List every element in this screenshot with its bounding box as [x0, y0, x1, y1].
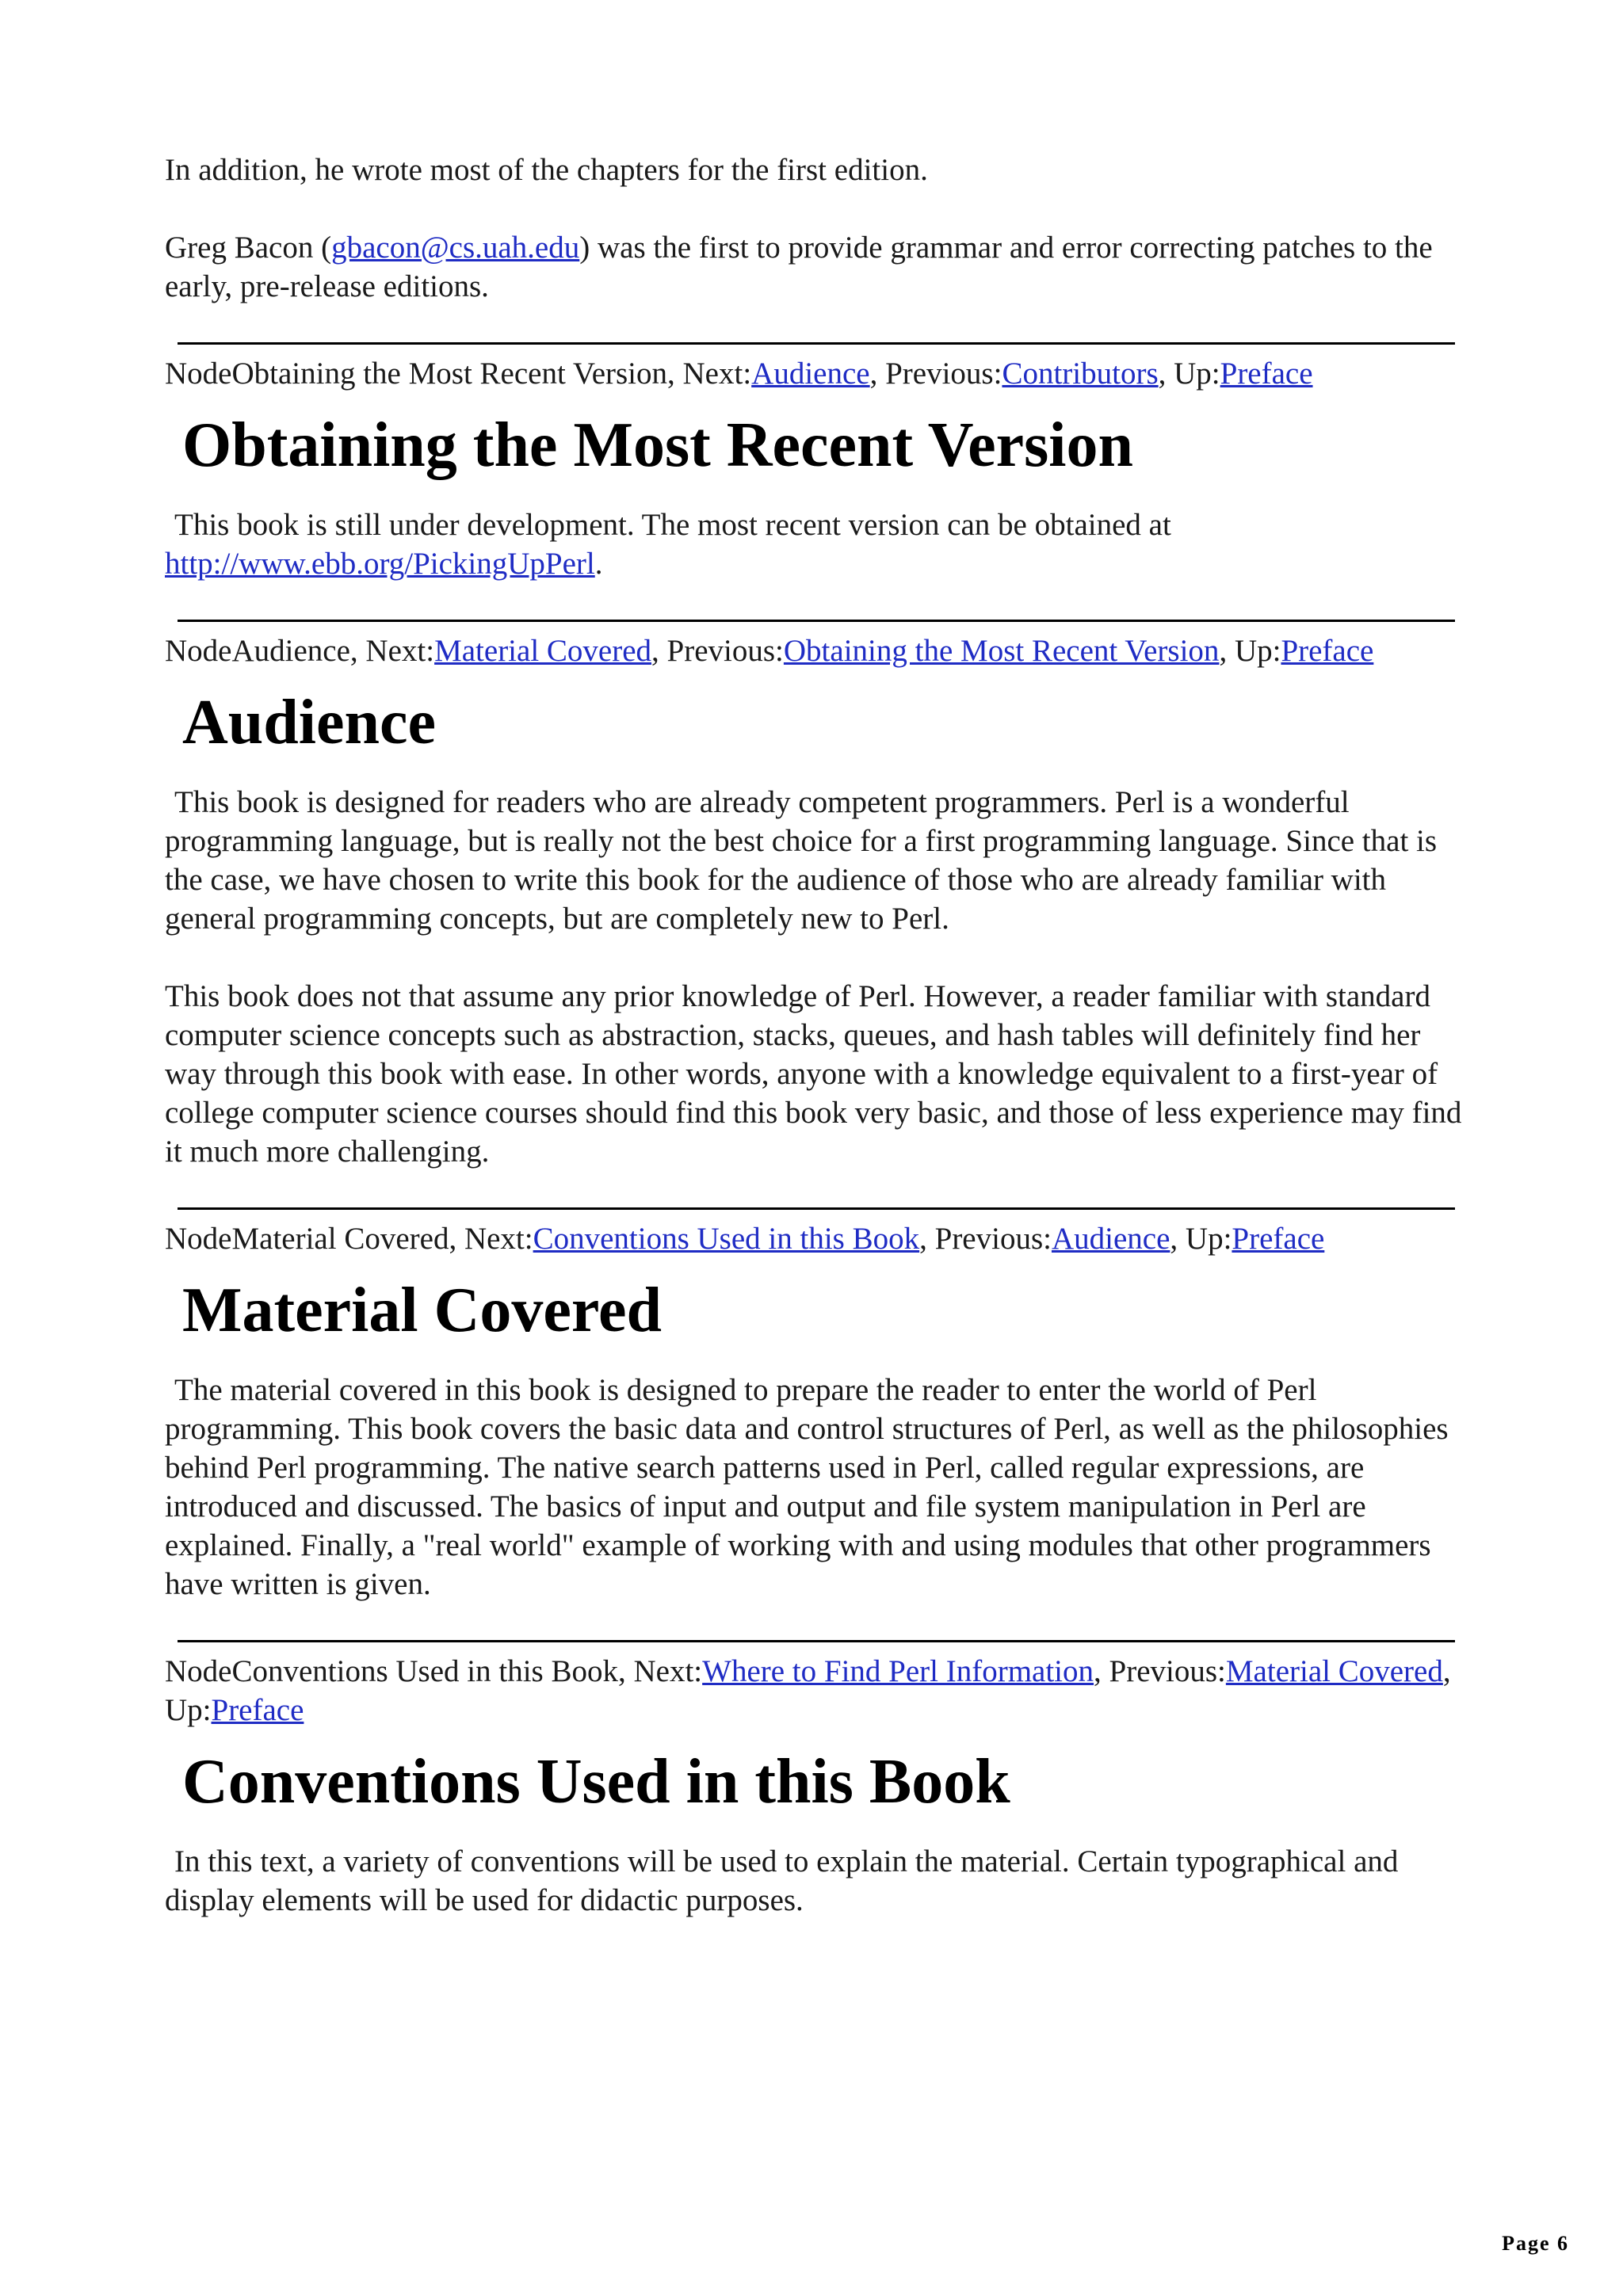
nav-prev-label: , Previous: [919, 1222, 1052, 1256]
section-heading: Audience [182, 688, 436, 757]
document-page [165, 151, 1465, 1920]
section-divider [178, 1207, 1455, 1210]
section-paragraph [165, 1842, 1465, 1920]
link-period: . [594, 547, 603, 581]
bacon-text-pre: Greg Bacon ( [165, 231, 332, 265]
section-divider [178, 620, 1455, 622]
bacon-email-link[interactable]: gbacon@cs.uah.edu [331, 231, 580, 265]
node-navigation [165, 354, 1465, 393]
nav-next-link[interactable]: Conventions Used in this Book [533, 1222, 920, 1256]
intro-line: In addition, he wrote most of the chapters for the first edition. [165, 153, 928, 187]
node-navigation [165, 1652, 1465, 1730]
section-text: The material covered in this book is designed to prepare the reader to enter the world of Perl programming. This book covers the basic data and control structures of Perl, as well as the philosophies behind Perl programming. The native search patterns used in Perl, called regular expressions, are introduced and discussed. The basics of input and output and file system manipulation in Perl are explained. Finally, a "real world" example of working with and using modules that other programmers have written is given. [165, 1373, 1449, 1601]
nav-node-label: NodeConventions Used in this Book, Next: [165, 1654, 703, 1688]
section-heading: Obtaining the Most Recent Version [182, 410, 1133, 480]
section-paragraph [165, 1371, 1465, 1604]
nav-up-link[interactable]: Preface [211, 1693, 304, 1727]
section-heading: Conventions Used in this Book [182, 1747, 1010, 1817]
section-paragraph: This book does not that assume any prior knowledge of Perl. However, a reader familiar with standard computer science concepts such as abstraction, stacks, queues, and hash tables will definitely find her way through this book with ease. In other words, anyone with a knowledge equivalent to a first-year of college computer science courses should find this book very basic, and those of less experience may find it much more challenging. [165, 979, 1462, 1169]
nav-next-link[interactable]: Material Covered [434, 634, 652, 668]
nav-prev-label: , Previous: [1094, 1654, 1226, 1688]
section-divider [178, 342, 1455, 345]
nav-up-link[interactable]: Preface [1281, 634, 1374, 668]
section-paragraph [165, 505, 1465, 583]
nav-next-link[interactable]: Audience [751, 357, 870, 391]
nav-previous-link[interactable]: Material Covered [1225, 1654, 1443, 1688]
section-text: This book is designed for readers who are already competent programmers. Perl is a wonderful programming language, but is really not the best choice for a first programming language. Since that is the case, we have chosen to write this book for the audience of those who are already familiar with general programming concepts, but are completely new to Perl. [165, 785, 1438, 936]
section-divider [178, 1640, 1455, 1642]
nav-up-label: , Up: [1219, 634, 1281, 668]
section-paragraph [165, 783, 1465, 938]
node-navigation [165, 631, 1465, 670]
nav-up-label: , Up: [165, 1654, 1451, 1727]
nav-prev-label: , Previous: [651, 634, 784, 668]
node-navigation [165, 1219, 1465, 1258]
section-heading: Material Covered [182, 1276, 662, 1345]
nav-node-label: NodeMaterial Covered, Next: [165, 1222, 533, 1256]
nav-up-link[interactable]: Preface [1220, 357, 1313, 391]
recent-version-link[interactable]: http://www.ebb.org/PickingUpPerl [165, 547, 595, 581]
nav-prev-label: , Previous: [869, 357, 1002, 391]
nav-node-label: NodeObtaining the Most Recent Version, Next: [165, 357, 752, 391]
nav-node-label: NodeAudience, Next: [165, 634, 435, 668]
section-text: In this text, a variety of conventions will be used to explain the material. Certain typographical and display elements will be used for didactic purposes. [165, 1844, 1399, 1917]
bacon-text-post: ) was the first to provide grammar and error correcting patches to the early, pre-release editions. [165, 231, 1433, 303]
nav-previous-link[interactable]: Audience [1051, 1222, 1170, 1256]
nav-previous-link[interactable]: Obtaining the Most Recent Version [783, 634, 1220, 668]
page-number: Page 6 [1502, 2232, 1569, 2255]
contributor-paragraph [165, 228, 1465, 306]
nav-next-link[interactable]: Where to Find Perl Information [702, 1654, 1094, 1688]
nav-previous-link[interactable]: Contributors [1002, 357, 1159, 391]
nav-up-link[interactable]: Preface [1232, 1222, 1325, 1256]
nav-up-label: , Up: [1170, 1222, 1232, 1256]
nav-up-label: , Up: [1158, 357, 1220, 391]
section-text: This book is still under development. The most recent version can be obtained at [174, 508, 1171, 542]
